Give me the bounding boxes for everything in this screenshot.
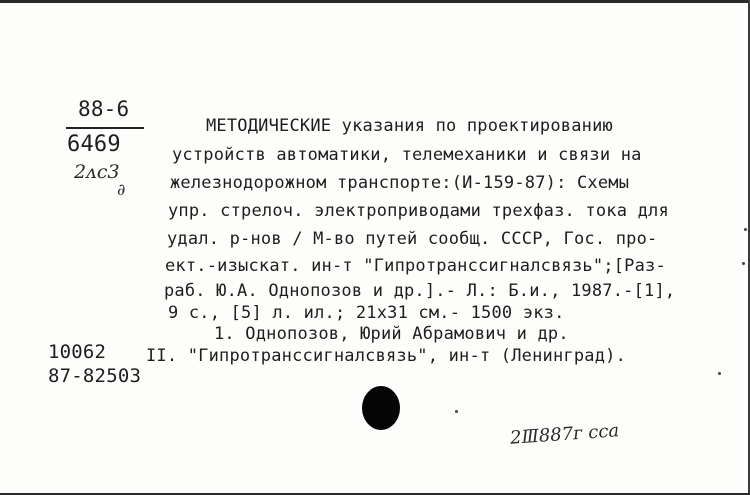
scan-speck [744, 228, 747, 231]
call-number-line2: 6469 [67, 132, 121, 157]
card-top-edge [0, 0, 750, 3]
scan-speck [742, 262, 745, 265]
call-number-handwritten-sub: ∂ [117, 180, 126, 199]
tracing-2: II. "Гипротранссигналсвязь", ин-т (Ленинград). [146, 346, 627, 366]
call-number-line1: 88-6 [78, 97, 130, 121]
scan-speck [718, 372, 721, 375]
body-line-2: устройств автоматики, телемеханики и связи на [172, 145, 642, 165]
registration-code: 87-82503 [48, 365, 142, 387]
body-line-8: 9 с., [5] л. ил.; 21х31 см.- 1500 экз. [168, 303, 565, 323]
registration-number: 10062 [48, 341, 107, 363]
body-line-1: МЕТОДИЧЕСКИЕ указания по проектированию [206, 116, 613, 136]
body-line-4: упр. стрелоч. электроприводами трехфаз. тока для [168, 201, 669, 221]
body-line-7: раб. Ю.А. Однопозов и др.].- Л.: Б.и., 1987.-[1], [164, 281, 676, 301]
handwritten-signature: 2Ⅲ887ᴦ cca [509, 420, 620, 449]
punch-hole [362, 386, 400, 430]
call-number-handwritten: 2ᴧc3 [74, 161, 120, 183]
body-line-3: железнодорожном транспорте:(И-159-87): Схемы [170, 173, 630, 193]
call-number-divider [66, 127, 144, 129]
tracing-1: 1. Однопозов, Юрий Абрамович и др. [214, 324, 569, 344]
body-line-6: ект.-изыскат. ин-т "Гипротранссигналсвязь";[Раз- [165, 256, 666, 276]
scan-speck [455, 410, 458, 413]
body-line-5: удал. р-нов / М-во путей сообщ. СССР, Гос. про- [167, 229, 658, 249]
